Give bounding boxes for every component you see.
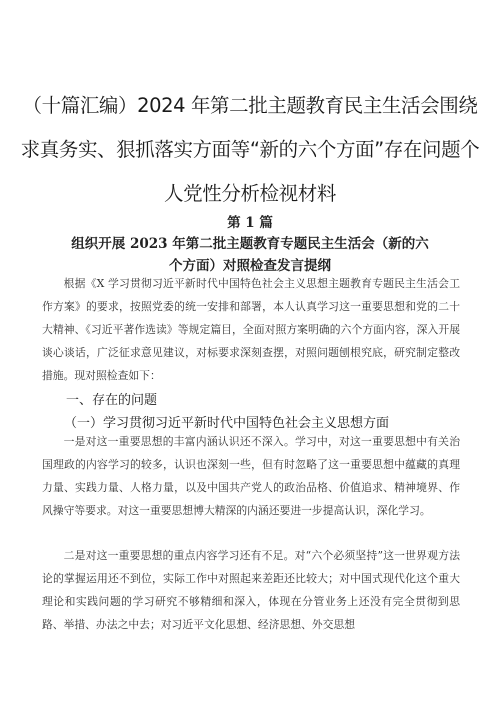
body-paragraph-1: 一是对这一重要思想的丰富内涵认识还不深入。学习中，对这一重要思想中有关治国理政的内容学习的较多，认识也深刻一些，但有时忽略了这一重要思想中蕴藏的真理力量、实践力量、人格力量，以及中国共产党人的政治品格、价值追求、精神境界、作风操守等要求。对这一重要思想博大精深的内涵还要进一步提高认识，深化学习。 bbox=[42, 435, 460, 517]
article-subtitle-line-1: 组织开展 2023 年第二批主题教育专题民主生活会（新的六 bbox=[71, 236, 429, 252]
body-paragraph-2: 二是对这一重要思想的重点内容学习还有不足。对“六个必须坚持”这一世界观方法论的掌握运用还不到位，实际工作中对照起来差距还比较大；对中国式现代化这个重大理论和实践问题的学习研究不够精细和深入，体现在分管业务上还没有完全贯彻到思路、举措、办法之中去；对习近平文化思想、经济思想、外交思想 bbox=[42, 549, 460, 631]
section-heading: 一、存在的问题 bbox=[66, 393, 158, 408]
intro-paragraph: 根据《X 学习贯彻习近平新时代中国特色社会主义思想主题教育专题民主生活会工作方案》的要求，按照党委的统一安排和部署，本人认真学习这一重要思想和党的二十大精神、《习近平著作选读》等规定篇目，全面对照方案明确的六个方面内容，深入开展谈心谈话，广泛征求意见建议，对标要求深刻查摆，对照问题刨根究底，研究制定整改措施。现对照检查如下： bbox=[42, 277, 460, 382]
subsection-heading: （一）学习贯彻习近平新时代中国特色社会主义思想方面 bbox=[64, 416, 390, 431]
document-title-line-2: 求真务实、狠抓落实方面等“新的六个方面”存在问题个 bbox=[20, 138, 480, 161]
article-subtitle-line-2: 个方面）对照检查发言提纲 bbox=[169, 258, 331, 274]
article-number: 第 1 篇 bbox=[227, 215, 273, 231]
document-title-line-1: （十篇汇编）2024 年第二批主题教育民主生活会围绕 bbox=[22, 94, 478, 117]
document-title-line-3: 人党性分析检视材料 bbox=[164, 182, 336, 205]
